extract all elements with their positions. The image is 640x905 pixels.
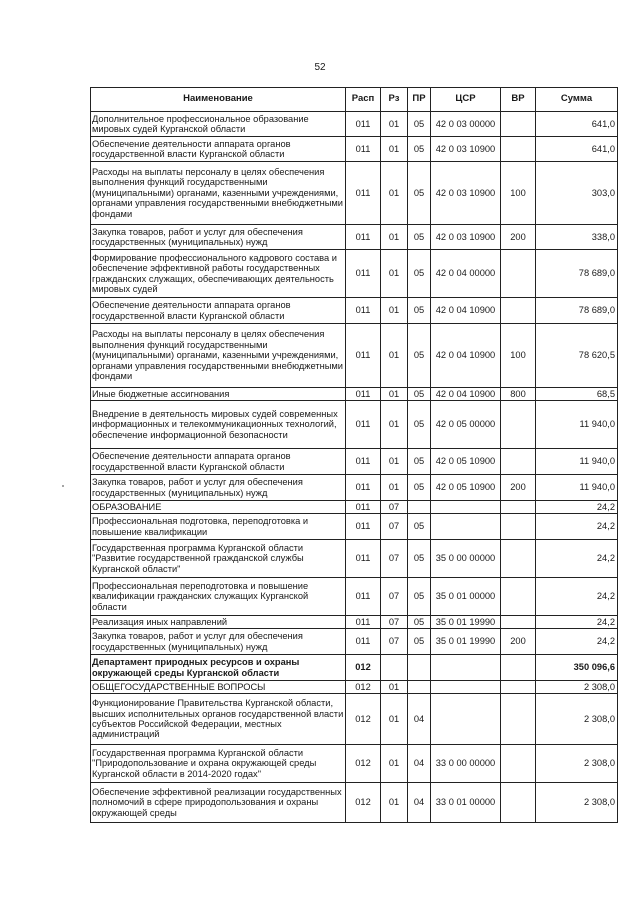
row-pr-cell: 05 bbox=[408, 298, 431, 324]
row-pr-cell: 04 bbox=[408, 783, 431, 823]
table-row bbox=[91, 112, 618, 137]
row-rz-cell: 01 bbox=[381, 449, 408, 475]
row-sum-cell: 24,2 bbox=[536, 514, 618, 540]
table-row bbox=[91, 514, 618, 540]
row-sum-cell: 78 620,5 bbox=[536, 324, 618, 388]
row-rasp-cell: 011 bbox=[346, 324, 381, 388]
row-sum-cell: 11 940,0 bbox=[536, 449, 618, 475]
row-sum-cell: 11 940,0 bbox=[536, 401, 618, 449]
row-rz-cell: 07 bbox=[381, 629, 408, 655]
row-rasp-cell: 011 bbox=[346, 112, 381, 137]
row-csr-cell: 42 0 03 00000 bbox=[431, 112, 501, 137]
row-rz-cell: 01 bbox=[381, 475, 408, 501]
row-vr-cell bbox=[501, 540, 536, 578]
row-csr-cell: 35 0 01 19990 bbox=[431, 616, 501, 629]
row-rasp-cell: 011 bbox=[346, 514, 381, 540]
row-sum-cell: 68,5 bbox=[536, 388, 618, 401]
row-rz-cell: 01 bbox=[381, 298, 408, 324]
page-number: 52 bbox=[314, 62, 326, 73]
table-row bbox=[91, 540, 618, 578]
row-name-cell: Внедрение в деятельность мировых судей современных информационных и телекоммуникационных технологий, обеспечение информационной безопасности bbox=[91, 401, 346, 449]
row-csr-cell bbox=[431, 501, 501, 514]
row-csr-cell: 35 0 01 00000 bbox=[431, 578, 501, 616]
row-rasp-cell: 011 bbox=[346, 449, 381, 475]
row-rz-cell: 01 bbox=[381, 250, 408, 298]
row-vr-cell bbox=[501, 655, 536, 681]
row-rz-cell: 01 bbox=[381, 401, 408, 449]
row-vr-cell bbox=[501, 401, 536, 449]
table-row bbox=[91, 162, 618, 225]
row-pr-cell bbox=[408, 681, 431, 694]
row-pr-cell: 05 bbox=[408, 514, 431, 540]
row-rasp-cell: 012 bbox=[346, 783, 381, 823]
table-row bbox=[91, 250, 618, 298]
row-vr-cell bbox=[501, 298, 536, 324]
row-csr-cell: 42 0 05 10900 bbox=[431, 449, 501, 475]
row-rz-cell: 01 bbox=[381, 681, 408, 694]
table-header-row bbox=[91, 88, 618, 112]
row-rasp-cell: 011 bbox=[346, 137, 381, 162]
row-vr-cell bbox=[501, 681, 536, 694]
table-row bbox=[91, 475, 618, 501]
row-name-cell: Дополнительное профессиональное образование мировых судей Курганской области bbox=[91, 112, 346, 137]
row-pr-cell bbox=[408, 655, 431, 681]
row-rz-cell: 01 bbox=[381, 225, 408, 250]
row-vr-cell bbox=[501, 501, 536, 514]
row-rz-cell: 01 bbox=[381, 324, 408, 388]
row-vr-cell: 200 bbox=[501, 629, 536, 655]
row-csr-cell bbox=[431, 694, 501, 745]
row-csr-cell: 42 0 04 00000 bbox=[431, 250, 501, 298]
row-name-cell: Иные бюджетные ассигнования bbox=[91, 388, 346, 401]
table-row bbox=[91, 501, 618, 514]
row-rasp-cell: 012 bbox=[346, 681, 381, 694]
row-name-cell: Профессиональная подготовка, переподготовка и повышение квалификации bbox=[91, 514, 346, 540]
row-pr-cell: 05 bbox=[408, 112, 431, 137]
header-name: Наименование bbox=[91, 88, 346, 112]
row-name-cell: Департамент природных ресурсов и охраны окружающей среды Курганской области bbox=[91, 655, 346, 681]
row-csr-cell bbox=[431, 655, 501, 681]
row-sum-cell: 2 308,0 bbox=[536, 694, 618, 745]
table-row bbox=[91, 449, 618, 475]
row-sum-cell: 11 940,0 bbox=[536, 475, 618, 501]
row-sum-cell: 641,0 bbox=[536, 137, 618, 162]
row-rasp-cell: 011 bbox=[346, 225, 381, 250]
row-vr-cell: 200 bbox=[501, 475, 536, 501]
row-csr-cell: 42 0 03 10900 bbox=[431, 162, 501, 225]
table-row bbox=[91, 578, 618, 616]
row-csr-cell: 42 0 05 00000 bbox=[431, 401, 501, 449]
row-name-cell: Государственная программа Курганской области "Природопользование и охрана окружающей среды Курганской области в 2014-2020 годах" bbox=[91, 745, 346, 783]
row-rasp-cell: 011 bbox=[346, 501, 381, 514]
row-pr-cell: 04 bbox=[408, 745, 431, 783]
table-row bbox=[91, 745, 618, 783]
row-vr-cell bbox=[501, 112, 536, 137]
row-csr-cell bbox=[431, 514, 501, 540]
row-rasp-cell: 011 bbox=[346, 250, 381, 298]
table-row bbox=[91, 783, 618, 823]
row-rasp-cell: 011 bbox=[346, 540, 381, 578]
row-pr-cell: 05 bbox=[408, 401, 431, 449]
row-sum-cell: 338,0 bbox=[536, 225, 618, 250]
row-rasp-cell: 011 bbox=[346, 475, 381, 501]
row-csr-cell bbox=[431, 681, 501, 694]
budget-table bbox=[90, 87, 618, 823]
row-sum-cell: 24,2 bbox=[536, 540, 618, 578]
header-sum: Сумма bbox=[536, 88, 618, 112]
row-csr-cell: 42 0 03 10900 bbox=[431, 137, 501, 162]
table-row bbox=[91, 225, 618, 250]
table-row bbox=[91, 681, 618, 694]
row-vr-cell bbox=[501, 694, 536, 745]
row-sum-cell: 24,2 bbox=[536, 616, 618, 629]
header-rz: Рз bbox=[381, 88, 408, 112]
row-vr-cell bbox=[501, 745, 536, 783]
row-sum-cell: 24,2 bbox=[536, 578, 618, 616]
row-csr-cell: 33 0 00 00000 bbox=[431, 745, 501, 783]
row-vr-cell bbox=[501, 250, 536, 298]
row-name-cell: Профессиональная переподготовка и повышение квалификации гражданских служащих Курганской области bbox=[91, 578, 346, 616]
row-vr-cell: 200 bbox=[501, 225, 536, 250]
row-rasp-cell: 012 bbox=[346, 694, 381, 745]
row-sum-cell: 24,2 bbox=[536, 629, 618, 655]
row-rz-cell: 07 bbox=[381, 578, 408, 616]
row-rz-cell: 01 bbox=[381, 112, 408, 137]
row-rasp-cell: 011 bbox=[346, 162, 381, 225]
row-pr-cell: 05 bbox=[408, 540, 431, 578]
row-csr-cell: 42 0 04 10900 bbox=[431, 388, 501, 401]
header-vr: ВР bbox=[501, 88, 536, 112]
row-name-cell: ОБРАЗОВАНИЕ bbox=[91, 501, 346, 514]
row-rz-cell: 07 bbox=[381, 540, 408, 578]
row-rz-cell: 07 bbox=[381, 501, 408, 514]
header-rasp: Расп bbox=[346, 88, 381, 112]
scan-speck bbox=[62, 485, 64, 487]
row-name-cell: Обеспечение деятельности аппарата органов государственной власти Курганской области bbox=[91, 298, 346, 324]
row-pr-cell: 05 bbox=[408, 324, 431, 388]
row-vr-cell bbox=[501, 616, 536, 629]
row-csr-cell: 42 0 05 10900 bbox=[431, 475, 501, 501]
row-pr-cell: 05 bbox=[408, 137, 431, 162]
row-rasp-cell: 012 bbox=[346, 745, 381, 783]
row-rz-cell: 01 bbox=[381, 783, 408, 823]
row-sum-cell: 78 689,0 bbox=[536, 250, 618, 298]
row-sum-cell: 2 308,0 bbox=[536, 783, 618, 823]
row-rz-cell: 07 bbox=[381, 616, 408, 629]
row-pr-cell: 05 bbox=[408, 475, 431, 501]
row-pr-cell: 04 bbox=[408, 694, 431, 745]
row-name-cell: Расходы на выплаты персоналу в целях обеспечения выполнения функций государственными (муниципальными) органами, казенными учреждениями, органами управления государственными внебюджетными фондами bbox=[91, 162, 346, 225]
table-row bbox=[91, 401, 618, 449]
row-vr-cell: 100 bbox=[501, 324, 536, 388]
table-row bbox=[91, 629, 618, 655]
row-csr-cell: 42 0 04 10900 bbox=[431, 298, 501, 324]
row-sum-cell: 641,0 bbox=[536, 112, 618, 137]
row-rz-cell bbox=[381, 655, 408, 681]
row-name-cell: Расходы на выплаты персоналу в целях обеспечения выполнения функций государственными (муниципальными) органами, казенными учреждениями, органами управления государственными внебюджетными фондами bbox=[91, 324, 346, 388]
row-name-cell: Формирование профессионального кадрового состава и обеспечение эффективной работы государственных гражданских служащих, обеспечивающих деятельность мировых судей bbox=[91, 250, 346, 298]
row-pr-cell: 05 bbox=[408, 250, 431, 298]
row-rasp-cell: 011 bbox=[346, 388, 381, 401]
row-csr-cell: 33 0 01 00000 bbox=[431, 783, 501, 823]
table-row bbox=[91, 616, 618, 629]
row-name-cell: Государственная программа Курганской области "Развитие государственной гражданской службы Курганской области" bbox=[91, 540, 346, 578]
row-sum-cell: 350 096,6 bbox=[536, 655, 618, 681]
table-row bbox=[91, 694, 618, 745]
table-row bbox=[91, 324, 618, 388]
row-rz-cell: 01 bbox=[381, 388, 408, 401]
row-pr-cell: 05 bbox=[408, 225, 431, 250]
table-row bbox=[91, 655, 618, 681]
header-csr: ЦСР bbox=[431, 88, 501, 112]
row-name-cell: Закупка товаров, работ и услуг для обеспечения государственных (муниципальных) нужд bbox=[91, 475, 346, 501]
row-vr-cell bbox=[501, 514, 536, 540]
row-rz-cell: 01 bbox=[381, 694, 408, 745]
row-vr-cell bbox=[501, 137, 536, 162]
row-rasp-cell: 011 bbox=[346, 401, 381, 449]
row-name-cell: Обеспечение эффективной реализации государственных полномочий в сфере природопользования и охраны окружающей среды bbox=[91, 783, 346, 823]
row-rz-cell: 01 bbox=[381, 162, 408, 225]
table-row bbox=[91, 298, 618, 324]
row-sum-cell: 78 689,0 bbox=[536, 298, 618, 324]
row-pr-cell: 05 bbox=[408, 388, 431, 401]
row-sum-cell: 2 308,0 bbox=[536, 745, 618, 783]
row-name-cell: Закупка товаров, работ и услуг для обеспечения государственных (муниципальных) нужд bbox=[91, 225, 346, 250]
row-rasp-cell: 011 bbox=[346, 578, 381, 616]
row-vr-cell: 800 bbox=[501, 388, 536, 401]
row-name-cell: Закупка товаров, работ и услуг для обеспечения государственных (муниципальных) нужд bbox=[91, 629, 346, 655]
row-sum-cell: 303,0 bbox=[536, 162, 618, 225]
table-body bbox=[91, 112, 618, 823]
table-row bbox=[91, 388, 618, 401]
row-pr-cell: 05 bbox=[408, 629, 431, 655]
row-csr-cell: 35 0 01 19990 bbox=[431, 629, 501, 655]
row-name-cell: ОБЩЕГОСУДАРСТВЕННЫЕ ВОПРОСЫ bbox=[91, 681, 346, 694]
row-rasp-cell: 011 bbox=[346, 616, 381, 629]
row-rz-cell: 01 bbox=[381, 745, 408, 783]
table-row bbox=[91, 137, 618, 162]
row-pr-cell: 05 bbox=[408, 616, 431, 629]
row-vr-cell bbox=[501, 449, 536, 475]
row-name-cell: Функционирование Правительства Курганской области, высших исполнительных органов государственной власти субъектов Российской Федерации, местных администраций bbox=[91, 694, 346, 745]
row-rz-cell: 01 bbox=[381, 137, 408, 162]
row-vr-cell: 100 bbox=[501, 162, 536, 225]
row-csr-cell: 42 0 03 10900 bbox=[431, 225, 501, 250]
row-rz-cell: 07 bbox=[381, 514, 408, 540]
row-sum-cell: 2 308,0 bbox=[536, 681, 618, 694]
row-rasp-cell: 011 bbox=[346, 298, 381, 324]
row-pr-cell: 05 bbox=[408, 578, 431, 616]
row-vr-cell bbox=[501, 783, 536, 823]
header-pr: ПР bbox=[408, 88, 431, 112]
row-pr-cell: 05 bbox=[408, 449, 431, 475]
row-vr-cell bbox=[501, 578, 536, 616]
row-sum-cell: 24,2 bbox=[536, 501, 618, 514]
row-name-cell: Реализация иных направлений bbox=[91, 616, 346, 629]
row-rasp-cell: 011 bbox=[346, 629, 381, 655]
row-csr-cell: 42 0 04 10900 bbox=[431, 324, 501, 388]
row-name-cell: Обеспечение деятельности аппарата органов государственной власти Курганской области bbox=[91, 137, 346, 162]
row-rasp-cell: 012 bbox=[346, 655, 381, 681]
row-pr-cell bbox=[408, 501, 431, 514]
row-pr-cell: 05 bbox=[408, 162, 431, 225]
row-csr-cell: 35 0 00 00000 bbox=[431, 540, 501, 578]
row-name-cell: Обеспечение деятельности аппарата органов государственной власти Курганской области bbox=[91, 449, 346, 475]
